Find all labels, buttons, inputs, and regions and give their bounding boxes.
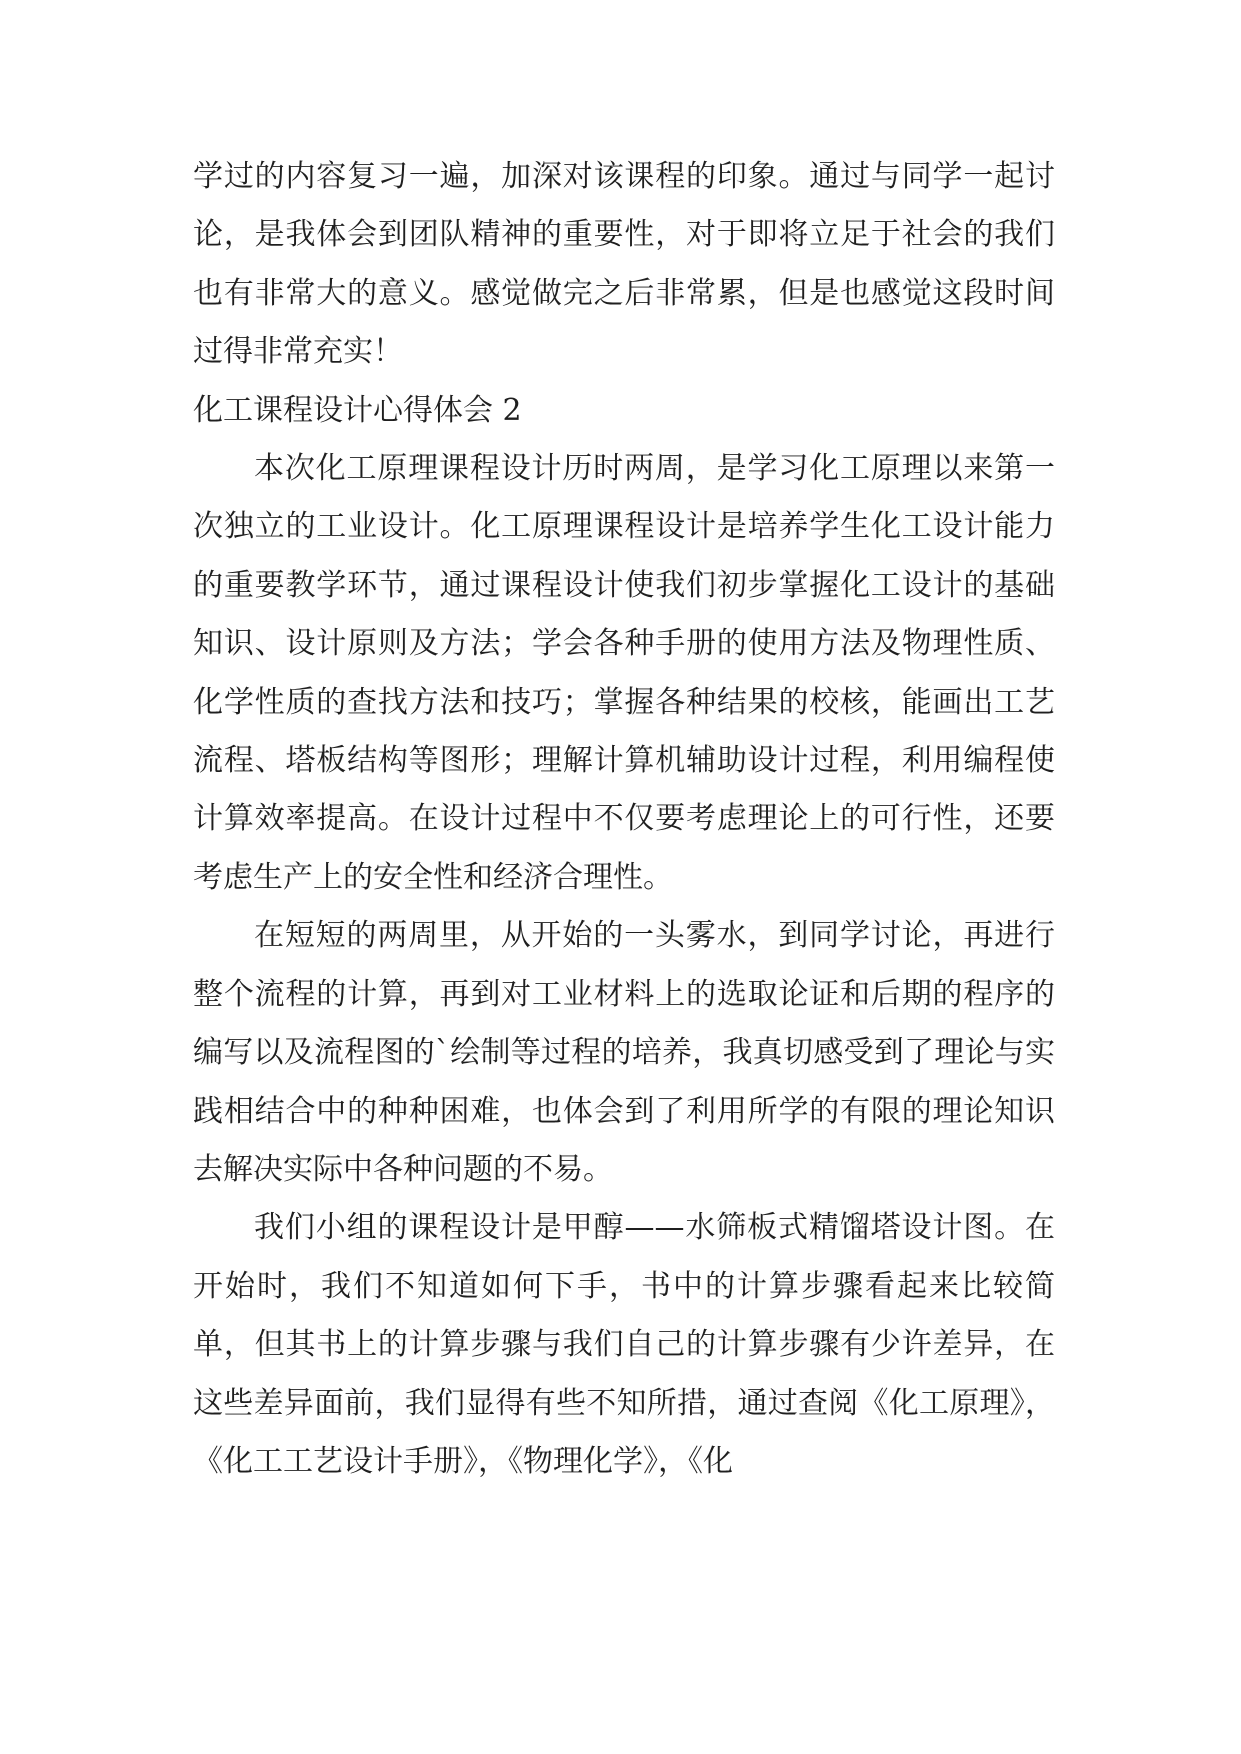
paragraph-continued: 学过的内容复习一遍，加深对该课程的印象。通过与同学一起讨论，是我体会到团队精神的重要性，对于即将立足于社会的我们也有非常大的意义。感觉做完之后非常累，但是也感觉这段时间过得非常充实！ [193, 159, 1055, 370]
paragraph-group-design: 我们小组的课程设计是甲醇——水筛板式精馏塔设计图。在开始时，我们不知道如何下手，书中的计算步骤看起来比较简单，但其书上的计算步骤与我们自己的计算步骤有少许差异，在这些差异面前，我们显得有些不知所措，通过查阅《化工原理》，《化工工艺设计手册》，《物理化学》，《化 [193, 1210, 1055, 1479]
paragraph-intro: 本次化工原理课程设计历时两周，是学习化工原理以来第一次独立的工业设计。化工原理课程设计是培养学生化工设计能力的重要教学环节，通过课程设计使我们初步掌握化工设计的基础知识、设计原则及方法；学会各种手册的使用方法及物理性质、化学性质的查找方法和技巧；掌握各种结果的校核，能画出工艺流程、塔板结构等图形；理解计算机辅助设计过程，利用编程使计算效率提高。在设计过程中不仅要考虑理论上的可行性，还要考虑生产上的安全性和经济合理性。 [193, 451, 1055, 895]
document-body [193, 148, 1055, 1491]
paragraph-experience: 在短短的两周里，从开始的一头雾水，到同学讨论，再进行整个流程的计算，再到对工业材料上的选取论证和后期的程序的编写以及流程图的`绘制等过程的培养，我真切感受到了理论与实践相结合中的种种困难，也体会到了利用所学的有限的理论知识去解决实际中各种问题的不易。 [193, 918, 1055, 1187]
section-heading: 化工课程设计心得体会 2 [193, 392, 522, 428]
